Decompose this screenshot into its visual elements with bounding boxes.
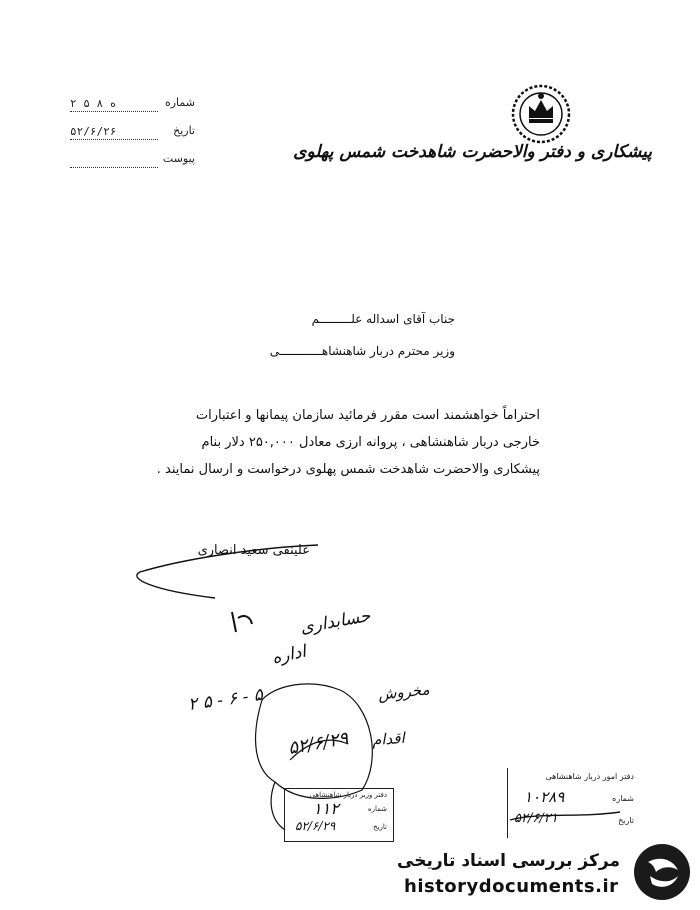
handwritten-date: ۵۲/۶/۲۹ (286, 727, 350, 760)
number-value: ۲ ۵ ۸ ه (70, 96, 158, 112)
registration-stamp (507, 768, 634, 838)
date-row (70, 124, 195, 142)
body-line-2: خارجی دربار شاهنشاهی ، پروانه ارزی معادل ۲۵۰,۰۰۰ دلار بنام (201, 435, 540, 450)
registration-office: دفتر امور دربار شاهنشاهی (545, 772, 634, 781)
watermark-url[interactable]: historydocuments.ir (404, 876, 619, 897)
stamp-number: ۱۱۲ (313, 799, 339, 818)
attachment-value (70, 152, 158, 168)
registration-number: ۱۰۲۸۹ (524, 788, 565, 806)
handwritten-note-initials: مخروش (377, 680, 431, 704)
registration-date: ۵۲/۶/۲۱ (514, 811, 558, 826)
crown-emblem-icon (505, 78, 577, 148)
handwritten-note-number: ۲ ۵ - ۶ - ۵ (186, 684, 265, 716)
attachment-row (70, 152, 195, 170)
letter-body (120, 402, 540, 483)
addressee-name: جناب آقای اسداله علـــــــــم (311, 312, 455, 326)
handwritten-note-action: اقدام (371, 728, 406, 750)
signer-name: علینقی سعید انصاری (197, 543, 310, 558)
letterhead-title: پیشکاری و دفتر والاحضرت شاهدخت شمس پهلوی (293, 142, 652, 162)
watermark-title: مرکز بررسی اسناد تاریخی (397, 851, 620, 871)
archive-logo-icon (632, 842, 692, 902)
handwritten-note-office: اداره (270, 641, 308, 669)
registration-date-label: تاریخ (618, 816, 634, 825)
attachment-label: پیوست (162, 152, 195, 165)
number-label: شماره (164, 96, 195, 109)
stamp-date: ۵۲/۶/۲۹ (295, 819, 336, 833)
body-line-3: پیشکاری والاحضرت شاهدخت شمس پهلوی درخواست و ارسال نمایند . (156, 462, 540, 477)
number-row (70, 96, 195, 114)
date-label: تاریخ (173, 124, 195, 137)
body-line-1: احتراماً خواهشمند است مقرر فرمائید سازمان پیمانها و اعتبارات (195, 408, 540, 423)
stamp-date-label: تاریخ (373, 823, 387, 831)
stamp-number-label: شماره (367, 805, 387, 813)
registration-number-label: شماره (612, 794, 634, 803)
addressee-title: وزیر محترم دربار شاهنشاهــــــــــــی (269, 344, 455, 358)
ministry-stamp (284, 788, 394, 842)
handwritten-note-accounting: حسابداری (298, 606, 372, 638)
stamp-office: دفتر وزیر دربار شاهنشاهی (309, 791, 387, 799)
date-value: ۵۲/۶/۲۶ (70, 124, 158, 140)
